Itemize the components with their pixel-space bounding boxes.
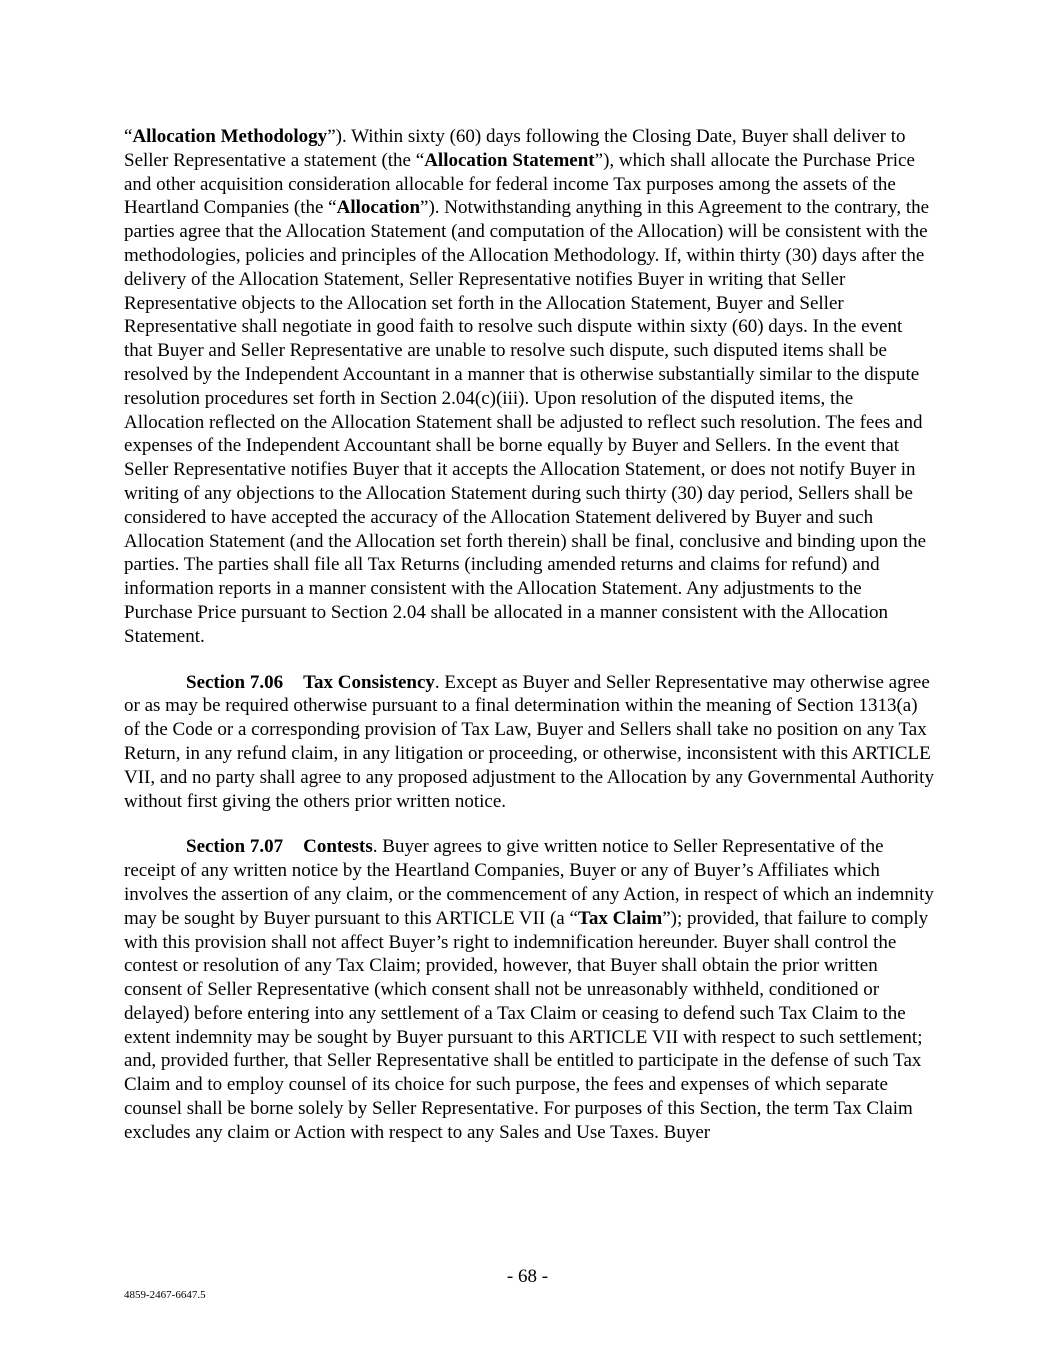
defined-term-allocation: Allocation [336, 197, 421, 219]
document-body [124, 125, 934, 1167]
text-run: . Buyer agrees to give written notice to Seller Representative of the receipt of any written notice by the Heartland Companies, Buyer or any of Buyer’s Affiliates which involves the assertion of any claim, or the commencement of any Action, in respect of which an indemnity may be sought by Buyer pursuant to this ARTICLE VII (a “ [124, 836, 934, 929]
section-title: Contests [303, 836, 373, 858]
text-run: . Except as Buyer and Seller Representative may otherwise agree or as may be required otherwise pursuant to a final determination within the meaning of Section 1313(a) of the Code or a corresponding provision of Tax Law, Buyer and Sellers shall take no position on any Tax Return, in any refund claim, in any litigation or proceeding, or otherwise, inconsistent with this ARTICLE VII, and no party shall agree to any proposed adjustment to the Allocation by any Governmental Authority without first giving the others prior written notice. [124, 671, 934, 812]
document-id: 4859-2467-6647.5 [124, 1289, 206, 1301]
text-run: ”). Within sixty (60) days following the Closing Date, Buyer shall deliver to Seller Representative a statement (the “ [124, 126, 906, 171]
paragraph-allocation-statement [124, 125, 934, 649]
text-run: “ [124, 126, 133, 147]
text-run: ”); provided, that failure to comply with this provision shall not affect Buyer’s right to indemnification hereunder. Buyer shall control the contest or resolution of any Tax Claim; provided, however, that Buyer shall obtain the prior written consent of Seller Representative (which consent shall not be unreasonably withheld, conditioned or delayed) before entering into any settlement of a Tax Claim or ceasing to defend such Tax Claim to the extent indemnity may be sought by Buyer pursuant to this ARTICLE VII with respect to such settlement; and, provided further, that Seller Representative shall be entitled to participate in the defense of such Tax Claim and to employ counsel of its choice for such purpose, the fees and expenses of which separate counsel shall be borne solely by Seller Representative. For purposes of this Section, the term Tax Claim excludes any claim or Action with respect to any Sales and Use Taxes. Buyer [124, 907, 929, 1143]
page-number: - 68 - [506, 1266, 549, 1287]
section-number: Section 7.06 [186, 671, 284, 693]
section-number: Section 7.07 [186, 836, 284, 858]
section-title: Tax Consistency [303, 671, 435, 693]
defined-term-allocation-statement: Allocation Statement [424, 149, 595, 171]
paragraph-section-7-07 [124, 835, 934, 1144]
defined-term-tax-claim: Tax Claim [577, 907, 663, 929]
paragraph-section-7-06 [124, 671, 934, 814]
text-run: ”), which shall allocate the Purchase Price and other acquisition consideration allocable for federal income Tax purposes among the assets of the Heartland Companies (the “ [124, 149, 915, 219]
defined-term-allocation-methodology: Allocation Methodology [132, 126, 328, 147]
text-run: ”). Notwithstanding anything in this Agreement to the contrary, the parties agree that the Allocation Statement (and computation of the Allocation) will be consistent with the methodologies, policies and principles of the Allocation Methodology. If, within thirty (30) days after the delivery of the Allocation Statement, Seller Representative notifies Buyer in writing that Seller Representative objects to the Allocation set forth in the Allocation Statement, Buyer and Seller Representative shall negotiate in good faith to resolve such dispute within sixty (60) days. In the event that Buyer and Seller Representative are unable to resolve such dispute, such disputed items shall be resolved by the Independent Accountant in a manner that is otherwise substantially similar to the dispute resolution procedures set forth in Section 2.04(c)(iii). Upon resolution of the disputed items, the Allocation reflected on the Allocation Statement shall be adjusted to reflect such resolution. The fees and expenses of the Independent Accountant shall be borne equally by Buyer and Sellers. In the event that Seller Representative notifies Buyer that it accepts the Allocation Statement, or does not notify Buyer in writing of any objections to the Allocation Statement during such thirty (30) day period, Sellers shall be considered to have accepted the accuracy of the Allocation Statement delivered by Buyer and such Allocation Statement (and the Allocation set forth therein) shall be final, conclusive and binding upon the parties. The parties shall file all Tax Returns (including amended returns and claims for refund) and information reports in a manner consistent with the Allocation Statement. Any adjustments to the Purchase Price pursuant to Section 2.04 shall be allocated in a manner consistent with the Allocation Statement. [124, 197, 930, 647]
